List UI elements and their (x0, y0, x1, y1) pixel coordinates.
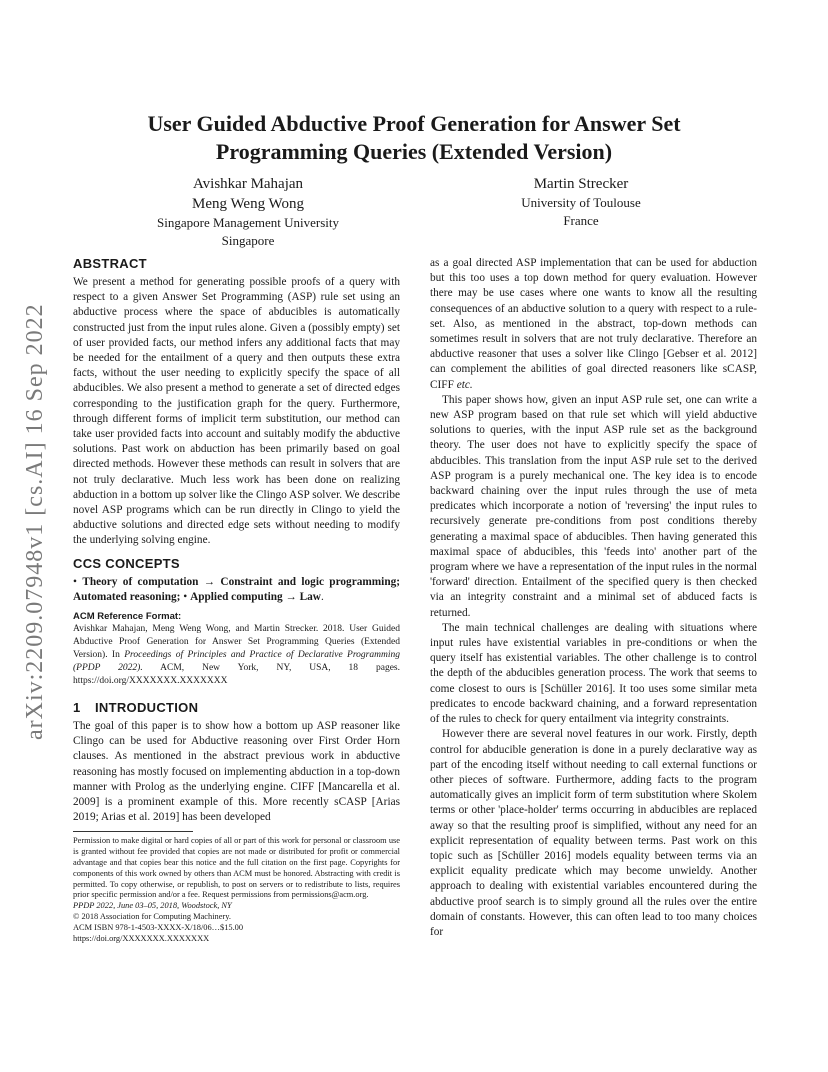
author-name: Martin Strecker (533, 176, 629, 192)
ccs-concepts: • Theory of computation → Constraint and logic programming; Automated reasoning; • Applied computing → Law. (73, 575, 401, 603)
left-column (73, 256, 400, 944)
body-paragraph: This paper shows how, given an input ASP rule set, one can write a new ASP program based on that rule set which will yield abductive solutions to queries, with the input ASP rule set as the background theory. The user does not have to explicitly specify the space of abducibles. This translation from the input ASP rule set to the derived ASP program is a purely mechanical one. The key idea is to encode backward chaining over the input rules through the use of meta predicates which incorporate a notion of 'reversing' the input rules to recursively generate pre-conditions from post conditions thereby generating a maximal space of abducibles. Then having generated this maximal space of abducibles, this 'feeds into' another part of the program where we have a representation of the input rules in the normal 'forward' direction. Entailment of the specified query is then checked via an integrity constraint and a minimal set of abduced facts is returned. (430, 393, 757, 619)
author-block-left (150, 174, 346, 250)
abstract-heading: ABSTRACT (73, 256, 147, 271)
body-paragraph: The main technical challenges are dealing with situations where input rules have existential variables in pre-conditions or when the query itself has existential variables. The other challenge is to control the depth of the abducibles generation process. The work that seems to come closest to ours is [Schüller 2016]. It too uses some similar meta predicates to encode backward chaining, and a forward representation of the rules to check for query entailment via integrity constraints. (430, 621, 757, 726)
venue: PPDP 2022, June 03–05, 2018, Woodstock, NY (73, 901, 232, 911)
body-paragraph: as a goal directed ASP implementation that can be used for abduction but this too uses a top down method for query evaluation. However there may be use cases where one wants to know all the resulting consequences of an abductive solution to a query with respect to a rule-set. Also, as mentioned in the abstract, top-down methods can sometimes result in solvers that are not truly declarative. Therefore an abductive reasoner that uses a solver like Clingo [Gebser et al. 2012] can complement the abilities of goal directed reasoners like sCASP, CIFF etc. (430, 257, 757, 391)
footnote-rule (73, 831, 193, 832)
title-line-1: User Guided Abductive Proof Generation for Answer Set (147, 111, 681, 136)
acm-reference-text: Avishkar Mahajan, Meng Weng Wong, and Martin Strecker. 2018. User Guided Abductive Proof Generation for Answer Set Programming Queries (Extended Version). In Proceedings of Principles and Practice of Declarative Programming (PPDP 2022). ACM, New York, NY, USA, 18 pages. https://doi.org/XXXXXXX.XXXXXXX (73, 624, 400, 687)
copyright: © 2018 Association for Computing Machinery. (73, 912, 231, 922)
author-location: France (563, 213, 599, 228)
body-paragraph: However there are several novel features in our work. Firstly, depth control for abducible generation is done in a purely declarative way as part of the encoding itself without needing to call external functions or other pieces of software. Furthermore, adding facts to the program automatically gives an implicit form of term substitution where Skolem terms or other 'place-holder' terms occurring in abducibles are replaced away so that the resulting proof is simplified, without any need for an explicit representation of equality between terms. Past work on this topic such as [Schüller 2016] models equality between terms via an explicit equality predicate which may become unwieldy. Another approach to dealing with existential variables encountered during the abductive proof search is to simply ground all the rules over the entire domain of constants. However, this can often lead to too many choices for (430, 728, 757, 938)
ccs-heading: CCS CONCEPTS (73, 555, 180, 571)
author-location: Singapore (221, 233, 275, 248)
doi: https://doi.org/XXXXXXX.XXXXXXX (73, 933, 210, 943)
acm-reference-heading: ACM Reference Format: (73, 611, 182, 623)
title-line-2: Programming Queries (Extended Version) (215, 139, 613, 164)
introduction-paragraph: The goal of this paper is to show how a bottom up ASP reasoner like Clingo can be used for Abductive reasoning over First Order Horn clauses. As mentioned in the abstract previous work in abductive reasoning has mostly focused on implementing abduction in a top-down manner with Prolog as the underlying engine. CIFF [Mancarella et al. 2009] is a prominent example of this. More recently sCASP [Arias 2019; Arias et al. 2019] has been developed (73, 720, 400, 824)
isbn: ACM ISBN 978-1-4503-XXXX-X/18/06…$15.00 (73, 922, 244, 932)
introduction-heading: 1 INTRODUCTION (73, 700, 199, 716)
author-name: Meng Weng Wong (191, 196, 305, 212)
permission-notice: Permission to make digital or hard copies of all or part of this work for personal or classroom use is granted without fee provided that copies are not made or distributed for profit or commercial advantage and that copies bear this notice and the full citation on the first page. Copyrights for components of this work owned by others than ACM must be honored. Abstracting with credit is permitted. To copy otherwise, or republish, to post on servers or to redistribute to lists, requires prior specific permission and/or a fee. Request permissions from permissions@acm.org. (73, 836, 400, 900)
paper-title (60, 110, 768, 166)
author-name: Avishkar Mahajan (192, 176, 304, 192)
abstract-text: We present a method for generating possible proofs of a query with respect to a given Answer Set Programming (ASP) rule set using an abductive process where the space of abducibles is automatically constructed just from the input rules alone. Given a (possibly empty) set of user provided facts, our method infers any additional facts that may be needed for the entailment of a query and then outputs these extra facts, without the user needing to explicitly specify the space of all abducibles. We also present a method to generate a set of directed edges corresponding to the justification graph for the query. Furthermore, through different forms of implicit term substitution, our method can take user provided facts into account and suitably modify the abductive solutions. Past work on abduction has been primarily based on goal directed methods. However these methods can result in solvers that are not truly declarative. Much less work has been done on realizing abduction in a bottom up solver like the Clingo ASP solver. We describe novel ASP programs which can be run directly in Clingo to yield the abductive solutions and directed edge sets without needing to modify the underlying solving engine. (73, 276, 400, 547)
right-column (430, 256, 757, 940)
author-block-right (494, 174, 668, 230)
arxiv-watermark: arXiv:2209.07948v1 [cs.AI] 16 Sep 2022 (22, 303, 48, 740)
author-affiliation: Singapore Management University (157, 215, 339, 230)
footnote (73, 836, 400, 944)
author-affiliation: University of Toulouse (521, 195, 641, 210)
